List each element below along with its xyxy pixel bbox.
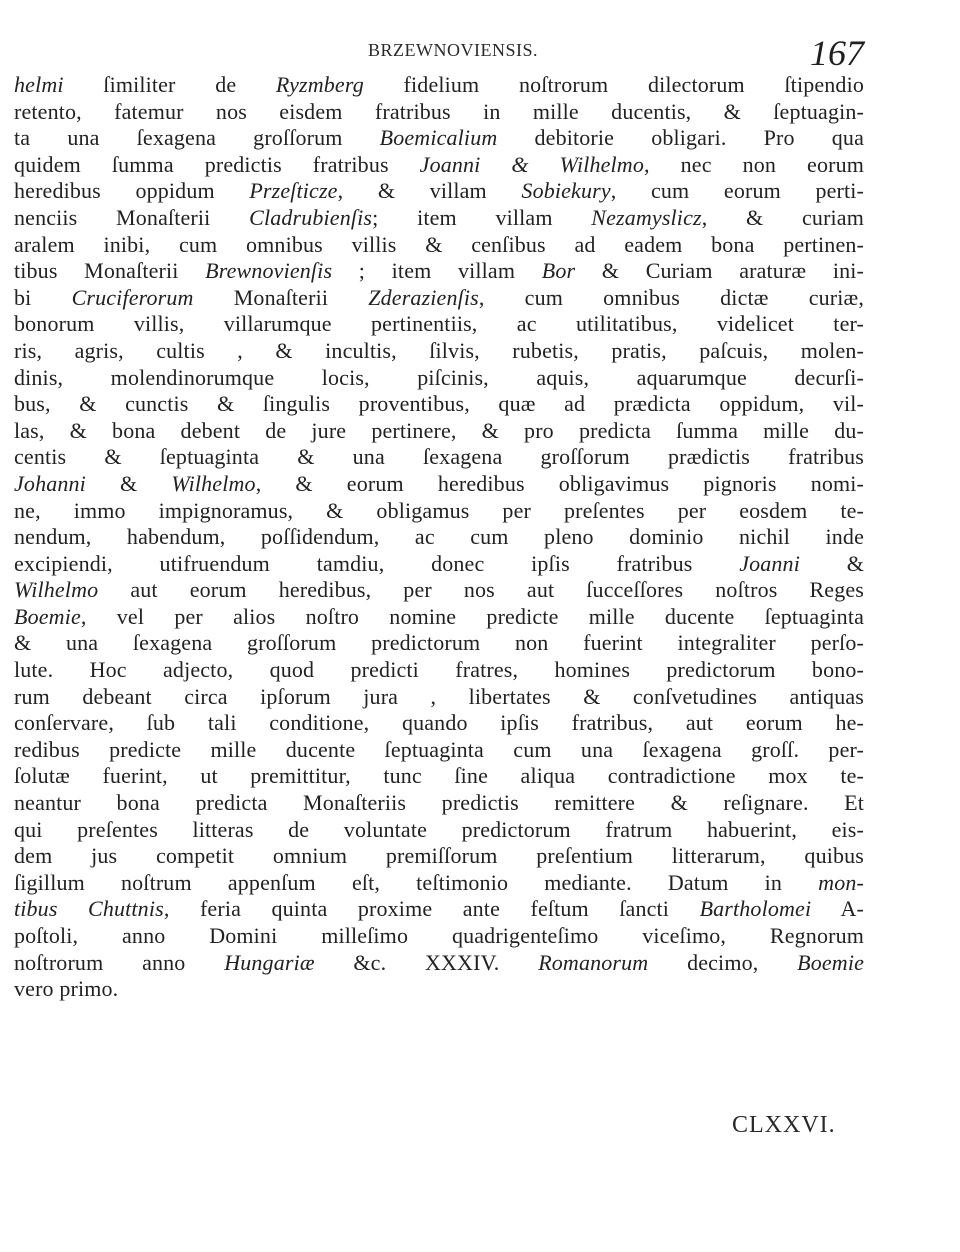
italic-text-run: Przeſticze bbox=[249, 178, 338, 204]
body-text bbox=[14, 72, 864, 1003]
text-run: redibus predicte mille ducente ſeptuaginta cum una ſexagena groſſ. per- bbox=[14, 736, 864, 762]
italic-text-run: Boemicalium bbox=[379, 125, 498, 151]
text-line bbox=[14, 870, 864, 897]
page-number: 167 bbox=[810, 33, 864, 73]
text-line bbox=[14, 843, 864, 870]
text-run: poſtoli, anno Domini milleſimo quadrigenteſimo viceſimo, Regnorum bbox=[14, 923, 864, 948]
italic-text-run: Bartholomei bbox=[699, 896, 812, 922]
text-run: , & villam bbox=[337, 178, 522, 204]
text-run: heredibus oppidum bbox=[14, 178, 250, 204]
italic-text-run: Wilhelmo bbox=[171, 470, 256, 496]
text-line bbox=[14, 338, 864, 365]
text-run: & bbox=[85, 470, 172, 496]
text-run: , feria quinta proxime ante feſtum ſancti bbox=[163, 896, 700, 922]
text-line bbox=[14, 630, 864, 657]
text-line bbox=[14, 418, 864, 445]
text-run: dinis, molendinorumque locis, piſcinis, aquis, aquarumque decurſi- bbox=[14, 364, 864, 390]
text-run: ſolutæ fuerint, ut premittitur, tunc ſine aliqua contradictione mox te- bbox=[14, 763, 864, 789]
text-run: tibus Monaſterii bbox=[14, 258, 206, 284]
text-run: , nec non eorum bbox=[644, 151, 864, 177]
text-line bbox=[14, 72, 864, 99]
text-run: aralem inibi, cum omnibus villis & cenſibus ad eadem bona pertinen- bbox=[14, 231, 864, 257]
text-run: &c. XXXIV. bbox=[314, 949, 539, 975]
text-line bbox=[14, 923, 864, 950]
text-line bbox=[14, 498, 864, 525]
text-line bbox=[14, 524, 864, 551]
text-line bbox=[14, 817, 864, 844]
text-run: dem jus competit omnium premiſſorum preſentium litterarum, quibus bbox=[14, 843, 864, 869]
italic-text-run: Boemie bbox=[14, 603, 81, 629]
italic-text-run: Romanorum bbox=[538, 949, 649, 975]
italic-text-run: Joanni & Wilhelmo bbox=[419, 151, 644, 177]
text-run: neantur bona predicta Monaſteriis predictis remittere & reſignare. Et bbox=[14, 790, 864, 816]
text-run: bonorum villis, villarumque pertinentiis, ac utilitatibus, videlicet ter- bbox=[14, 311, 864, 337]
text-line bbox=[14, 950, 864, 977]
text-line bbox=[14, 391, 864, 418]
text-line bbox=[14, 551, 864, 578]
text-run: & Curiam araturæ ini- bbox=[575, 258, 864, 284]
text-run: & una ſexagena groſſorum predictorum non fuerint integraliter perſo- bbox=[14, 630, 864, 656]
text-run: fidelium noſtrorum dilectorum ſtipendio bbox=[363, 72, 864, 97]
running-title: BRZEWNOVIENSIS. bbox=[368, 40, 538, 60]
text-line bbox=[14, 285, 864, 312]
italic-text-run: Brewnovienſis bbox=[205, 258, 333, 284]
text-run: decimo, bbox=[648, 949, 798, 975]
text-line bbox=[14, 710, 864, 737]
text-run: ta una ſexagena groſſorum bbox=[14, 125, 380, 151]
text-run: bus, & cunctis & ſingulis proventibus, quæ ad prædicta oppidum, vil- bbox=[14, 391, 864, 417]
italic-text-run: helmi bbox=[14, 72, 64, 97]
text-line bbox=[14, 311, 864, 338]
text-run: qui preſentes litteras de voluntate predictorum fratrum habuerint, eis- bbox=[14, 816, 864, 842]
text-line bbox=[14, 577, 864, 604]
text-run: , vel per alios noſtro nomine predicte mille ducente ſeptuaginta bbox=[80, 603, 864, 629]
text-line bbox=[14, 125, 864, 152]
text-run: ris, agris, cultis , & incultis, ſilvis, rubetis, pratis, paſcuis, molen- bbox=[14, 337, 864, 363]
text-line bbox=[14, 604, 864, 631]
italic-text-run: Joanni bbox=[739, 550, 800, 576]
text-line bbox=[14, 365, 864, 392]
italic-text-run: Sobiekury bbox=[521, 178, 611, 204]
italic-text-run: Johanni bbox=[14, 470, 86, 496]
text-run: conſervare, ſub tali conditione, quando ipſis fratribus, aut eorum he- bbox=[14, 710, 864, 736]
text-run: , cum eorum perti- bbox=[610, 178, 864, 204]
italic-text-run: Ryzmberg bbox=[275, 72, 364, 97]
text-run: debitorie obligari. Pro qua bbox=[497, 125, 864, 151]
italic-text-run: Bor bbox=[541, 258, 576, 284]
text-run: bi bbox=[14, 284, 72, 310]
text-run: lute. Hoc adjecto, quod predicti fratres, homines predictorum bono- bbox=[14, 657, 864, 683]
text-run: , & eorum heredibus obligavimus pignoris nomi- bbox=[255, 470, 864, 496]
text-run: , cum omnibus dictæ curiæ, bbox=[478, 284, 864, 310]
italic-text-run: Cruciferorum bbox=[71, 284, 194, 310]
text-line bbox=[14, 896, 864, 923]
text-run: centis & ſeptuaginta & una ſexagena groſſorum prædictis fratribus bbox=[14, 444, 864, 470]
text-run: quidem ſumma predictis fratribus bbox=[14, 151, 420, 177]
text-line bbox=[14, 763, 864, 790]
text-run: aut eorum heredibus, per nos aut ſucceſſores noſtros Reges bbox=[98, 577, 864, 603]
catchword: CLXXVI. bbox=[732, 1112, 836, 1138]
text-line bbox=[14, 976, 864, 1003]
running-head bbox=[0, 32, 960, 72]
text-run: & bbox=[799, 550, 864, 576]
italic-text-run: Hungariæ bbox=[224, 949, 315, 975]
text-line bbox=[14, 178, 864, 205]
text-line bbox=[14, 232, 864, 259]
text-run: ſimiliter de bbox=[63, 72, 276, 97]
italic-text-run: Cladrubienſis bbox=[249, 204, 373, 230]
text-run: excipiendi, utifruendum tamdiu, donec ipſis fratribus bbox=[14, 550, 740, 576]
text-line bbox=[14, 684, 864, 711]
italic-text-run: Nezamyslicz bbox=[591, 204, 702, 230]
text-run: vero primo. bbox=[14, 976, 119, 1002]
italic-text-run: Wilhelmo bbox=[14, 577, 99, 603]
text-run: noſtrorum anno bbox=[14, 949, 225, 975]
text-line bbox=[14, 258, 864, 285]
text-run: nendum, habendum, poſſidendum, ac cum pleno dominio nichil inde bbox=[14, 524, 864, 550]
text-run: nenciis Monaſterii bbox=[14, 204, 250, 230]
italic-text-run: Zderazienſis bbox=[368, 284, 479, 310]
text-run: retento, fatemur nos eisdem fratribus in mille ducentis, & ſeptuagin- bbox=[14, 98, 864, 124]
text-line bbox=[14, 99, 864, 126]
italic-text-run: tibus Chuttnis bbox=[14, 896, 164, 922]
text-run: ; item villam bbox=[332, 258, 542, 284]
text-run: ; item villam bbox=[372, 204, 592, 230]
text-run: ſigillum noſtrum appenſum eſt, teſtimonio mediante. Datum in bbox=[14, 869, 819, 895]
text-run: ne, immo impignoramus, & obligamus per preſentes per eosdem te- bbox=[14, 497, 864, 523]
text-line bbox=[14, 152, 864, 179]
italic-text-run: Boemie bbox=[797, 949, 864, 975]
text-run: Monaſterii bbox=[193, 284, 369, 310]
text-line bbox=[14, 471, 864, 498]
text-line bbox=[14, 737, 864, 764]
text-line bbox=[14, 205, 864, 232]
italic-text-run: mon- bbox=[818, 869, 864, 895]
text-line bbox=[14, 790, 864, 817]
text-run: , & curiam bbox=[701, 204, 864, 230]
text-run: las, & bona debent de jure pertinere, & pro predicta ſumma mille du- bbox=[14, 417, 864, 443]
text-line bbox=[14, 444, 864, 471]
text-run: A- bbox=[811, 896, 864, 922]
text-run: rum debeant circa ipſorum jura , libertates & conſvetudines antiquas bbox=[14, 683, 864, 709]
text-line bbox=[14, 657, 864, 684]
